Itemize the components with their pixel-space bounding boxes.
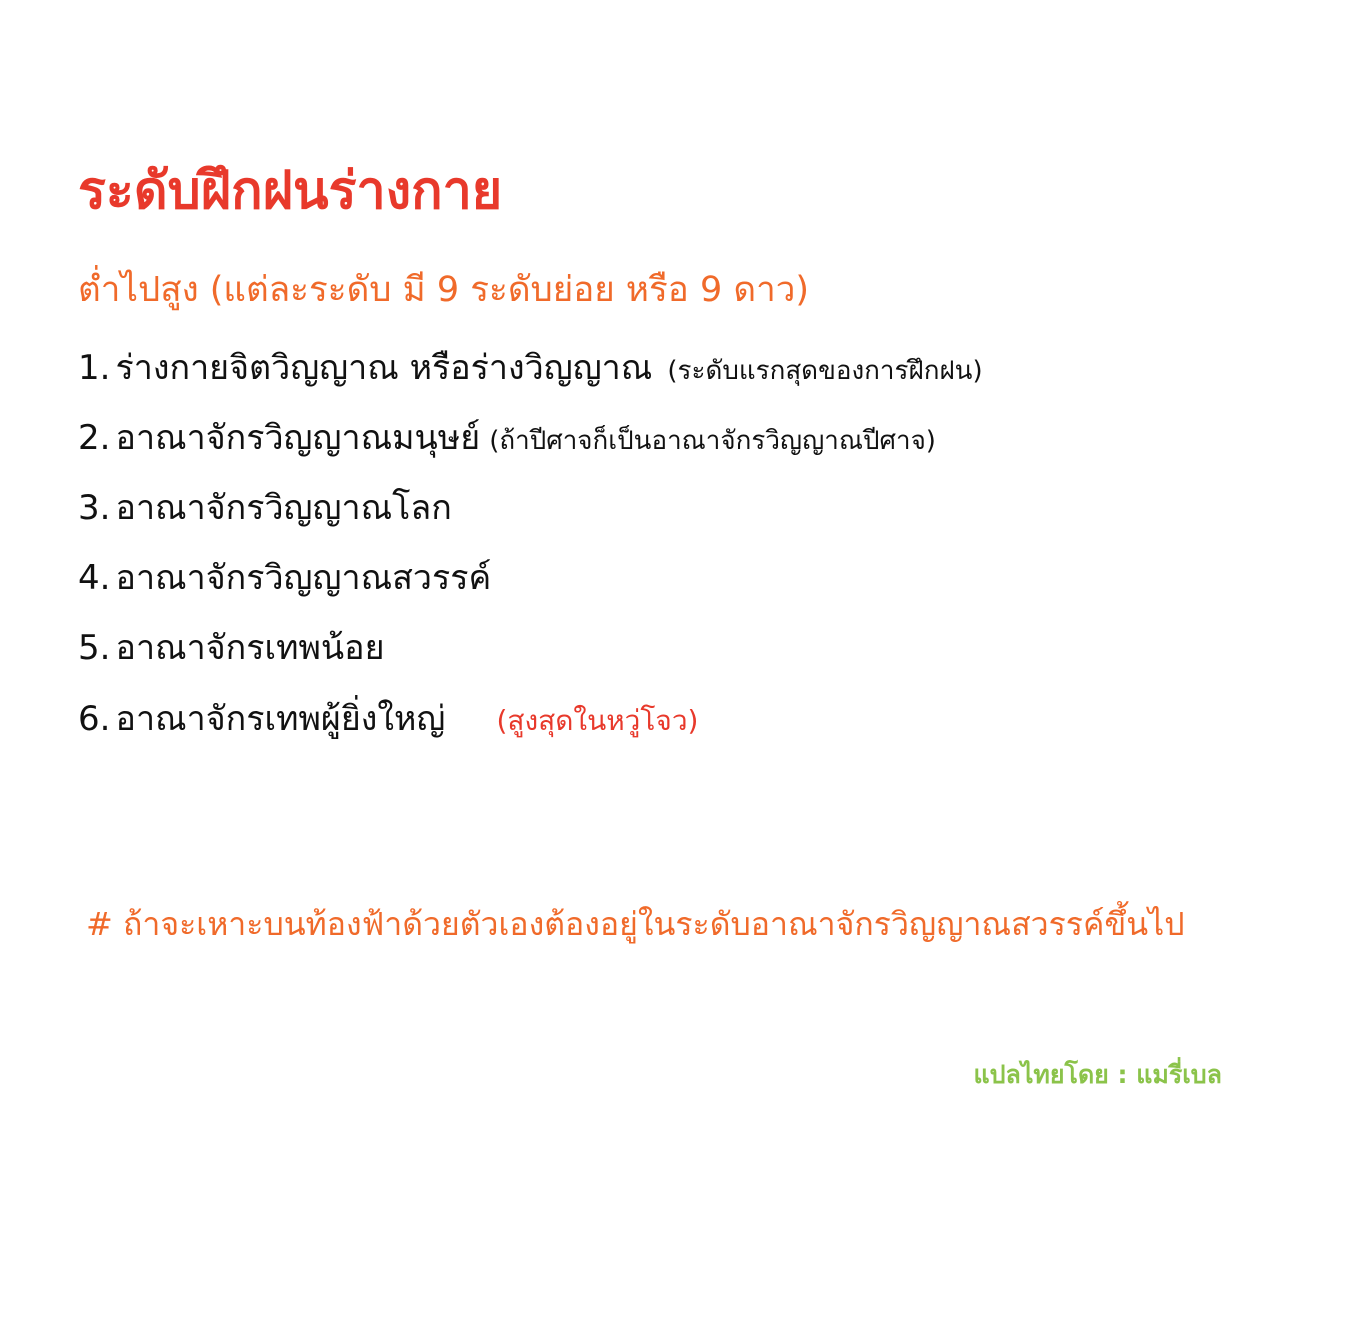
list-item [78,558,1318,598]
list-item-number: 1. [78,348,111,388]
list-item-label: อาณาจักรเทพผู้ยิ่งใหญ่ [115,698,446,739]
page-title: ระดับฝึกฝนร่างกาย [78,161,503,221]
list-item-label: ร่างกายจิตวิญญาณ หรือร่างวิญญาณ [115,348,653,388]
page-subtitle: ต่ำไปสูง (แต่ละระดับ มี 9 ระดับย่อย หรือ 9 ดาว) [78,270,810,310]
list-item [78,348,1318,388]
list-item [78,628,1318,668]
list-item-number: 6. [78,698,111,739]
list-item-number: 5. [78,628,111,669]
list-item-note: (ถ้าปีศาจก็เป็นอาณาจักรวิญญาณปีศาจ) [489,426,936,457]
list-item [78,418,1318,458]
list-item-number: 3. [78,488,111,529]
list-item-label: อาณาจักรวิญญาณมนุษย์ [115,418,481,459]
list-item-note-highlight: (สูงสุดในหวู่โจว) [496,703,699,737]
list-item-label: อาณาจักรเทพน้อย [115,628,385,669]
footnote: # ถ้าจะเหาะบนท้องฟ้าด้วยตัวเองต้องอยู่ในระดับอาณาจักรวิญญาณสวรรค์ขึ้นไป [86,905,1185,943]
cultivation-levels-list [78,348,1318,769]
list-item-number: 2. [78,418,111,459]
list-item-note: (ระดับแรกสุดของการฝึกฝน) [667,356,983,386]
list-item [78,488,1318,528]
list-item-label: อาณาจักรวิญญาณโลก [115,488,452,529]
list-item-label: อาณาจักรวิญญาณสวรรค์ [115,558,492,599]
list-item [78,699,1318,739]
list-item-number: 4. [78,558,111,599]
translator-credit: แปลไทยโดย : แมรี่เบล [973,1060,1222,1089]
